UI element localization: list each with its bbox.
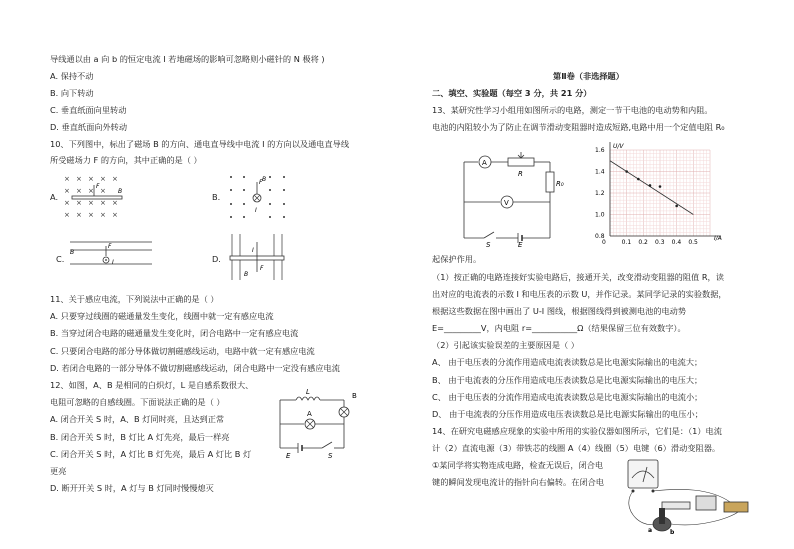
q9-option-b: B. 向下转动 <box>50 88 94 98</box>
data-point <box>649 184 652 187</box>
svg-text:×: × <box>88 175 94 183</box>
q13-option-b: B、 由于电流表的分压作用造成电压表读数总是比电源实际输出的电压大； <box>432 375 703 385</box>
q10d-force-label: F <box>260 265 264 272</box>
q12-stem-line-2: 电阻可忽略的自感线圈。下面说法正确的是（ ） <box>50 397 225 407</box>
q10-figure-d <box>226 232 296 282</box>
data-point <box>659 185 662 188</box>
ui-graph-chart <box>580 140 730 248</box>
svg-text:×: × <box>88 199 94 207</box>
svg-text:×: × <box>112 199 118 207</box>
data-point <box>637 178 640 181</box>
q10d-field-label: B <box>244 271 249 278</box>
x-tick-label: 0.4 <box>671 239 682 246</box>
q12-option-a: A. 闭合开关 S 时，A、B 灯同时亮，且达到正常 <box>50 414 225 424</box>
q13-part1-line-3: 根据这些数据在图中画出了 U-I 图线，根据图线得到被测电池的电动势 <box>432 306 687 316</box>
y-tick-label: 0.8 <box>595 233 605 240</box>
q11-option-a: A. 只要穿过线圈的磁通量发生变化，线圈中就一定有感应电流 <box>50 311 274 321</box>
q13-stem-line-3: 起保护作用。 <box>432 254 482 264</box>
q10a-force-label: F <box>96 183 100 190</box>
y-tick-label: 1.4 <box>595 168 605 176</box>
q11-option-c: C. 只要闭合电路的部分导体做切割磁感线运动，电路中就一定有感应电流 <box>50 346 315 356</box>
q10-fig-a-label: A. <box>50 192 59 202</box>
q13-battery-label: E <box>518 241 523 248</box>
q14-line-2: 计（2）直流电源（3）带铁芯的线圈 A（4）线圈（5）电键（6）滑动变阻器。 <box>432 443 721 453</box>
q10c-current-label: I <box>112 259 114 266</box>
svg-text:×: × <box>64 175 70 183</box>
x-tick-label: 0.5 <box>688 239 698 246</box>
svg-text:×: × <box>112 211 118 219</box>
q13-part1-line-2: 出对应的电流表的示数 I 和电压表的示数 U，并作记录。某同学记录的实验数据， <box>432 289 727 299</box>
q10-figure-c <box>66 234 156 274</box>
q12-battery-label: E <box>286 452 291 460</box>
x-axis-label: I/A <box>714 235 722 242</box>
q12-option-b: B. 闭合开关 S 时，B 灯比 A 灯先亮，最后一样亮 <box>50 432 230 442</box>
q13-r0-label: R₀ <box>556 180 564 188</box>
data-point <box>625 170 628 173</box>
q13-option-d: D、 由于电流表的分压作用造成电压表读数总是比电源实际输出的电压小； <box>432 409 703 419</box>
svg-text:×: × <box>64 211 70 219</box>
q13-rheostat-label: R <box>518 170 523 178</box>
q11-option-d: D. 若闭合电路的一部分导体不做切割磁感线运动，闭合电路中一定没有感应电流 <box>50 363 340 373</box>
q14-line-4: 键的瞬间发现电流计的指针向右偏转。在闭合电 <box>432 477 604 487</box>
svg-text:×: × <box>76 199 82 207</box>
q13-part1-line-4: E=_________V，内电阻 r=___________Ω（结果保留三位有效数字）。 <box>432 323 686 333</box>
y-tick-label: 1.2 <box>595 190 605 197</box>
svg-text:×: × <box>88 211 94 219</box>
q13-option-c: C、 由于电压表的分流作用造成电流表读数总是比电源实际输出的电流小； <box>432 392 703 402</box>
svg-text:×: × <box>64 187 70 195</box>
svg-text:×: × <box>100 175 106 183</box>
q12-option-d: D. 断开开关 S 时，A 灯与 B 灯同时慢慢熄灭 <box>50 483 214 493</box>
svg-text:×: × <box>76 187 82 195</box>
q13-ammeter-label: A <box>482 159 487 167</box>
q10-fig-b-label: B. <box>212 192 221 202</box>
q13-voltmeter-label: V <box>504 199 509 207</box>
q14-line-3: ①某同学将实物连成电路，检查无误后，闭合电 <box>432 460 604 470</box>
origin-label: 0 <box>602 239 606 246</box>
q10-stem-line-1: 10、下列图中，标出了磁场 B 的方向、通电直导线中电流 I 的方向以及通电直导线 <box>50 139 350 149</box>
q11-option-b: B. 当穿过闭合电路的磁通量发生变化时，闭合电路中一定有感应电流 <box>50 328 299 338</box>
q10b-current-label: I <box>255 207 257 214</box>
chart-marks <box>610 161 693 215</box>
q12-inductor-label: L <box>306 388 310 396</box>
svg-text:×: × <box>100 211 106 219</box>
svg-text:×: × <box>64 199 70 207</box>
svg-text:×: × <box>112 175 118 183</box>
part-title: 二、填空、实验题（每空 3 分，共 21 分） <box>432 88 592 98</box>
q14-line-1: 14、在研究电磁感应现象的实验中所用的实验仪器如图所示，它们是：（1）电流 <box>432 426 722 436</box>
x-tick-label: 0.2 <box>638 239 648 246</box>
q9-option-c: C. 垂直纸面向里转动 <box>50 105 127 115</box>
y-tick-label: 1.6 <box>595 147 605 154</box>
x-tick-label: 0.1 <box>621 239 632 246</box>
q12-option-c-cont: 更亮 <box>50 466 67 476</box>
q12-lamp-a-label: A <box>307 410 312 418</box>
svg-text:×: × <box>76 175 82 183</box>
q10a-field-label: B <box>118 188 123 195</box>
q10-figure-a <box>62 172 132 222</box>
y-axis-label: U/V <box>613 143 624 150</box>
y-tick-label: 1.0 <box>595 211 605 219</box>
q10c-field-label: B <box>70 249 75 256</box>
q9-option-a: A. 保持不动 <box>50 71 94 81</box>
q10-fig-d-label: D. <box>212 254 221 264</box>
x-tick-label: 0.3 <box>655 239 665 246</box>
q12-switch-label: S <box>328 452 333 460</box>
q13-option-a: A、 由于电压表的分流作用造成电流表读数总是比电源实际输出的电流大； <box>432 357 703 367</box>
svg-text:×: × <box>100 199 106 207</box>
q10-figure-b <box>226 172 296 222</box>
q13-stem-line-1: 13、某研究性学习小组用如图所示的电路，测定一节干电池的电动势和内阻。 <box>432 105 713 115</box>
q10-fig-c-label: C. <box>56 254 65 264</box>
q13-circuit-figure <box>458 148 576 248</box>
q9-stem-tail: 导线通以由 a 向 b 的恒定电流 I 若地磁场的影响可忽略则小磁针的 N 极将 ) <box>50 54 325 64</box>
q12-stem-line-1: 12、如图，A、B 是相同的白炽灯，L 是自感系数很大、 <box>50 380 254 390</box>
q12-option-c: C. 闭合开关 S 时，A 灯比 B 灯先亮，最后 A 灯比 B 灯 <box>50 449 252 459</box>
q14-apparatus-figure <box>620 458 760 536</box>
q12-circuit-figure <box>272 388 362 460</box>
q13-part2-stem: （2）引起该实验误差的主要原因是（ ） <box>432 340 579 350</box>
q13-stem-line-2: 电池的内阻较小为了防止在调节滑动变阻器时造成短路,电路中用一个定值电阻 R₀ <box>432 122 725 132</box>
section-title: 第Ⅱ卷（非选择题） <box>553 71 624 81</box>
svg-text:×: × <box>76 211 82 219</box>
q14-terminal-b-label: b <box>670 529 675 536</box>
q12-lamp-b-label: B <box>352 392 357 400</box>
q14-terminal-a-label: a <box>648 527 653 534</box>
q10b-force-label: F <box>259 179 263 186</box>
data-point <box>675 205 678 208</box>
q9-option-d: D. 垂直纸面向外转动 <box>50 122 128 132</box>
svg-text:×: × <box>100 187 106 195</box>
svg-text:×: × <box>88 187 94 195</box>
fit-line <box>610 161 693 215</box>
q10d-current-label: I <box>252 247 254 254</box>
q13-part1-line-1: （1）按正确的电路连接好实验电路后，接通开关，改变滑动变阻器的阻值 R，读 <box>432 272 724 282</box>
q10c-force-label: F <box>108 243 112 250</box>
q10-stem-line-2: 所受磁场力 F 的方向，其中正确的是（ ） <box>50 155 202 165</box>
q13-switch-label: S <box>486 241 491 248</box>
q11-stem: 11、关于感应电流，下列说法中正确的是（ ） <box>50 294 219 304</box>
q10b-field-label: B <box>262 176 267 183</box>
